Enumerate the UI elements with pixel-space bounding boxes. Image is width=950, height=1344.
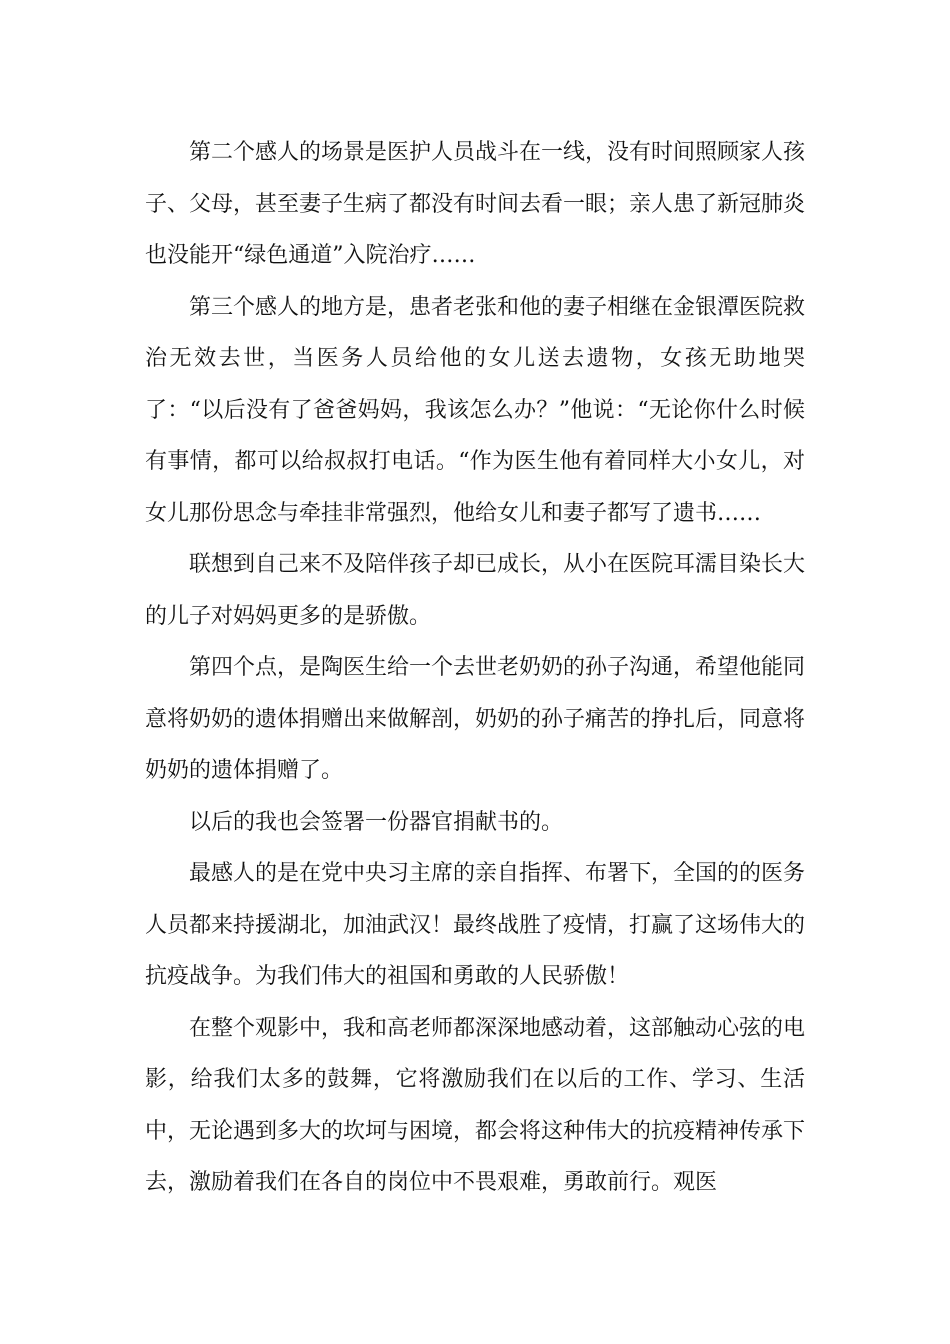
paragraph-5: 以后的我也会签署一份器官捐献书的。 (189, 809, 564, 835)
paragraph-7: 在整个观影中，我和高老师都深深地感动着，这部触动心弦的电影，给我们太多的鼓舞，它将激励我们在以后的工作、学习、生活中，无论遇到多大的坎坷与困境，都会将这种伟大的抗疫精神传承下去，激励着我们在各自的岗位中不畏艰难，勇敢前行。观医 (145, 1015, 806, 1195)
paragraph-4: 第四个点，是陶医生给一个去世老奶奶的孙子沟通，希望他能同意将奶奶的遗体捐赠出来做解剖，奶奶的孙子痛苦的挣扎后，同意将奶奶的遗体捐赠了。 (145, 655, 806, 783)
document-body (145, 127, 805, 1209)
paragraph-3: 联想到自己来不及陪伴孩子却已成长，从小在医院耳濡目染长大的儿子对妈妈更多的是骄傲。 (145, 552, 806, 629)
paragraph-2: 第三个感人的地方是，患者老张和他的妻子相继在金银潭医院救治无效去世，当医务人员给他的女儿送去遗物，女孩无助地哭了：“以后没有了爸爸妈妈，我该怎么办？”他说：“无论你什么时候有事情，都可以给叔叔打电话。“作为医生他有着同样大小女儿，对女儿那份思念与牵挂非常强烈，他给女儿和妻子都写了遗书…… (145, 294, 806, 526)
paragraph-6: 最感人的是在党中央习主席的亲自指挥、布署下，全国的的医务人员都来持援湖北，加油武汉！最终战胜了疫情，打赢了这场伟大的抗疫战争。为我们伟大的祖国和勇敢的人民骄傲！ (145, 861, 806, 989)
paragraph-1: 第二个感人的场景是医护人员战斗在一线，没有时间照顾家人孩子、父母，甚至妻子生病了都没有时间去看一眼；亲人患了新冠肺炎也没能开“绿色通道”入院治疗…… (145, 140, 806, 268)
